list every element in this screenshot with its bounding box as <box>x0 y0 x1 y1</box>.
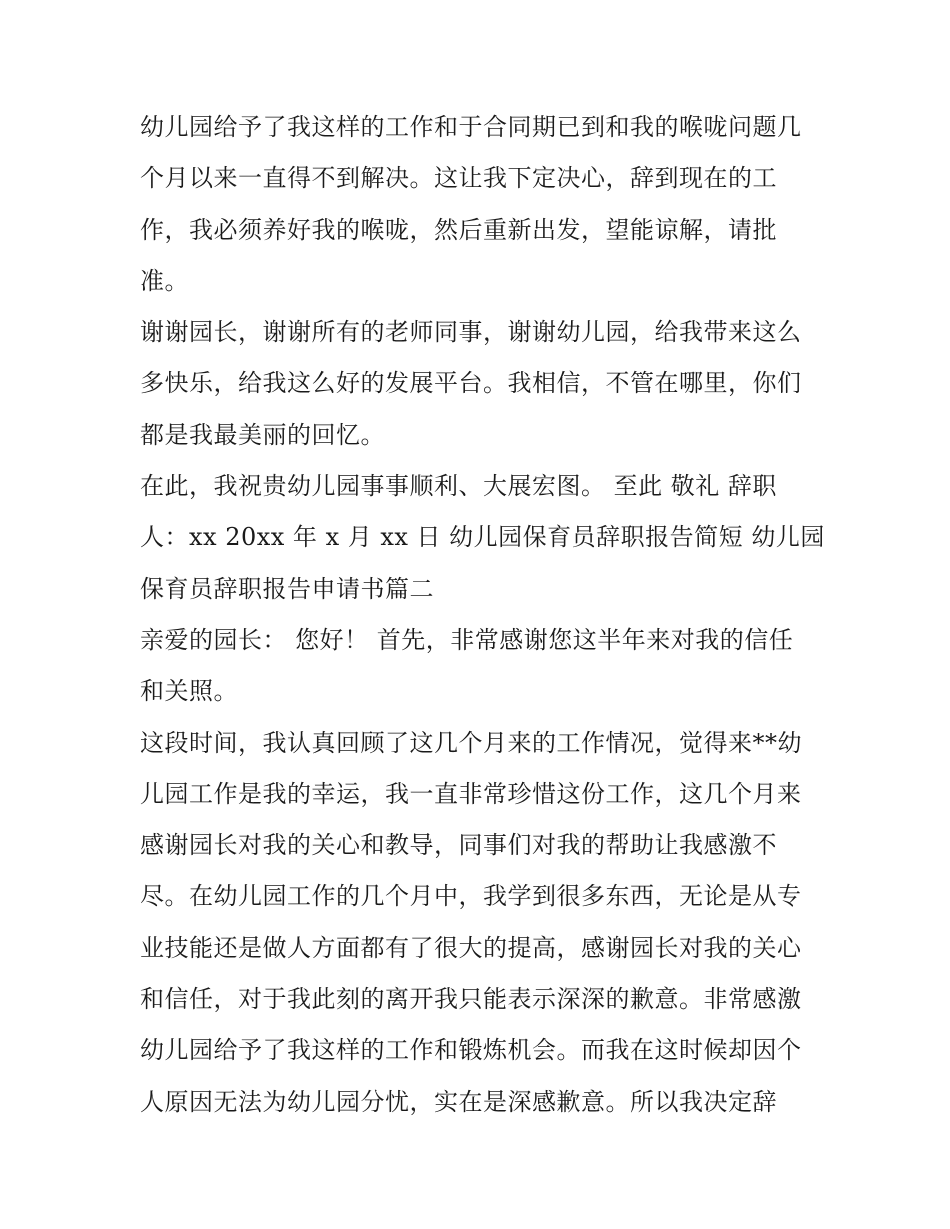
text-line: 人：xx 20xx 年 x 月 xx 日 幼儿园保育员辞职报告简短 幼儿园 <box>140 523 825 552</box>
text-line: 感谢园长对我的关心和教导，同事们对我的帮助让我感激不 <box>140 831 777 860</box>
text-line: 保育员辞职报告申请书篇二 <box>140 574 434 603</box>
text-line: 和关照。 <box>140 677 238 706</box>
text-line: 业技能还是做人方面都有了很大的提高，感谢园长对我的关心 <box>140 933 802 962</box>
text-line: 和信任，对于我此刻的离开我只能表示深深的歉意。非常感激 <box>140 985 802 1014</box>
document-body <box>140 102 830 1128</box>
text-line: 多快乐，给我这么好的发展平台。我相信，不管在哪里，你们 <box>140 369 802 398</box>
text-line: 作，我必须养好我的喉咙，然后重新出发，望能谅解，请批 <box>140 215 777 244</box>
text-line: 谢谢园长，谢谢所有的老师同事，谢谢幼儿园，给我带来这么 <box>140 318 802 347</box>
text-line: 幼儿园给予了我这样的工作和锻炼机会。而我在这时候却因个 <box>140 1036 802 1065</box>
text-line: 亲爱的园长： 您好！ 首先，非常感谢您这半年来对我的信任 <box>140 625 794 654</box>
text-line: 这段时间，我认真回顾了这几个月来的工作情况，觉得来**幼 <box>140 728 802 757</box>
text-line: 幼儿园给予了我这样的工作和于合同期已到和我的喉咙问题几 <box>140 113 802 141</box>
text-line: 人原因无法为幼儿园分忧，实在是深感歉意。所以我决定辞 <box>140 1087 777 1116</box>
text-line: 准。 <box>140 266 189 295</box>
text-line: 个月以来一直得不到解决。这让我下定决心，辞到现在的工 <box>140 164 777 193</box>
text-line: 儿园工作是我的幸运，我一直非常珍惜这份工作，这几个月来 <box>140 779 802 808</box>
text-line: 尽。在幼儿园工作的几个月中，我学到很多东西，无论是从专 <box>140 882 802 911</box>
text-line: 在此，我祝贵幼儿园事事顺利、大展宏图。 至此 敬礼 辞职 <box>140 472 777 501</box>
text-line: 都是我最美丽的回忆。 <box>140 420 385 449</box>
